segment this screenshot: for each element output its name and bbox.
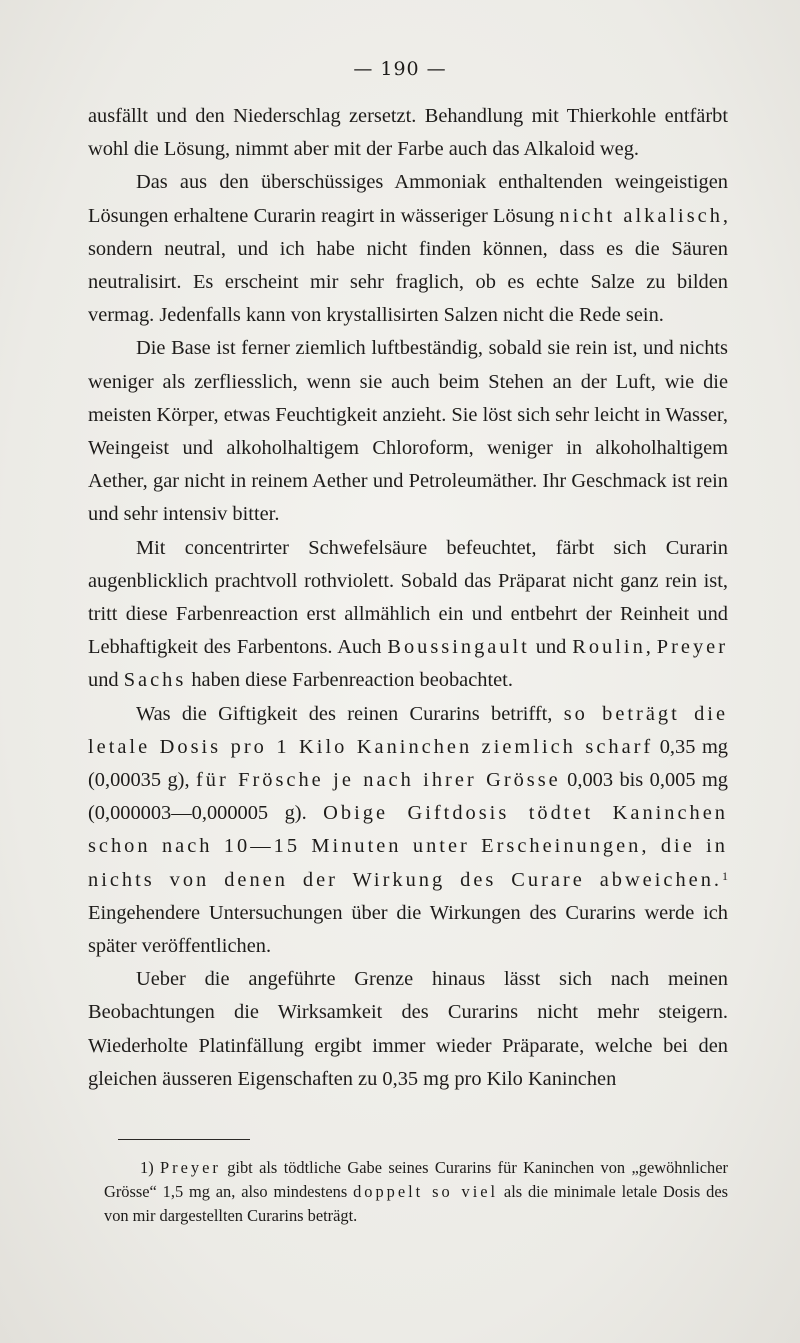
- spaced-emphasis: Sachs: [123, 669, 187, 692]
- spaced-emphasis: Preyer: [160, 1158, 221, 1177]
- text-run: Die Base ist ferner ziemlich luftbeständig, sobald sie rein ist, und nichts weniger als zerfliesslich, wenn sie auch beim Stehen an der Luft, wie die meisten Körper, etwas Feuchtigkeit anzieht. Sie löst sich sehr leicht in Wasser, Weingeist und alkoholhaltigem Chloroform, weniger in alkoholhaltigem Aether, gar nicht in reinem Aether und Petroleumäther. Ihr Geschmack ist rein und sehr intensiv bitter.: [88, 337, 728, 526]
- spaced-emphasis: nicht alkalisch: [559, 204, 723, 227]
- text-run: Ueber die angeführte Grenze hinaus lässt sich nach meinen Beobachtungen die Wirksamkeit des Curarins nicht mehr steigern. Wiederholte Platinfällung ergibt immer wieder Präparate, welche bei den gleichen äusseren Eigenschaften zu 0,35 mg pro Kilo Kaninchen: [88, 968, 728, 1090]
- text-run: ,: [645, 636, 657, 659]
- spaced-emphasis: so beträgt die letale Dosis pro 1 Kilo Kaninchen ziemlich scharf: [88, 702, 728, 758]
- text-run: 1): [140, 1158, 161, 1177]
- text-run: und: [529, 636, 573, 659]
- text-run: haben diese Farbenreaction beobachtet.: [186, 669, 513, 692]
- text-run: Eingehendere Untersuchungen über die Wirkungen des Curarins werde ich später veröffentlichen.: [88, 901, 728, 958]
- paragraph: [88, 698, 728, 964]
- footnote: [104, 1156, 728, 1228]
- body-text: [88, 100, 728, 1096]
- text-run: ausfällt und den Niederschlag zersetzt. Behandlung mit Thierkohle entfärbt wohl die Lösung, nimmt aber mit der Farbe auch das Alkaloid weg.: [88, 105, 728, 161]
- text-run: gibt als tödtliche Gabe seines Curarins für Kaninchen von „gewöhnlicher Grösse“ 1,5 mg an, also mindestens: [104, 1158, 728, 1201]
- spaced-emphasis: Boussingault: [387, 636, 530, 659]
- text-run: Das aus den überschüssiges Ammoniak enthaltenden weingeistigen Lösungen erhaltene Curarin reagirt in wässeriger Lösung: [88, 171, 728, 227]
- text-run: 0,35 mg (0,00035 g),: [88, 735, 728, 792]
- text-run: , sondern neutral, und ich habe nicht finden können, dass es die Säuren neutralisirt. Es erscheint mir sehr fraglich, ob es echte Salze zu bilden vermag. Jedenfalls kann von krystallisirten Salzen nicht die Rede sein.: [88, 204, 728, 327]
- text-run: als die minimale letale Dosis des von mir dargestellten Curarins beträgt.: [104, 1182, 728, 1225]
- footnote-marker: 1: [722, 868, 728, 883]
- paragraph: [88, 963, 728, 1096]
- footnote-paragraph: [104, 1156, 728, 1228]
- text-run: 0,003 bis 0,005 mg (0,000003—0,000005 g).: [88, 769, 729, 825]
- spaced-emphasis: Roulin: [572, 636, 646, 659]
- spaced-emphasis: für Frösche je nach ihrer Grösse: [195, 769, 561, 792]
- text-run: Was die Giftigkeit des reinen Curarins betrifft,: [136, 702, 564, 725]
- text-run: und: [88, 669, 124, 692]
- paragraph: [88, 166, 728, 332]
- footnote-rule: [118, 1139, 250, 1140]
- page-number: — 190 —: [353, 58, 447, 80]
- paragraph: [88, 532, 728, 698]
- paragraph: [88, 100, 728, 166]
- spaced-emphasis: Obige Giftdosis tödtet Kaninchen schon nach 10—15 Minuten unter Erscheinungen, die in nichts von denen der Wirkung des Curare abweichen.: [88, 802, 728, 891]
- paragraph: [88, 332, 728, 531]
- spaced-emphasis: doppelt so viel: [353, 1182, 499, 1201]
- spaced-emphasis: Preyer: [656, 636, 728, 659]
- text-run: Mit concentrirter Schwefelsäure befeuchtet, färbt sich Curarin augenblicklich prachtvoll rothviolett. Sobald das Präparat nicht ganz rein ist, tritt diese Farbenreaction erst allmählich ein und entbehrt der Reinheit und Lebhaftigkeit des Farbentons. Auch: [88, 536, 728, 659]
